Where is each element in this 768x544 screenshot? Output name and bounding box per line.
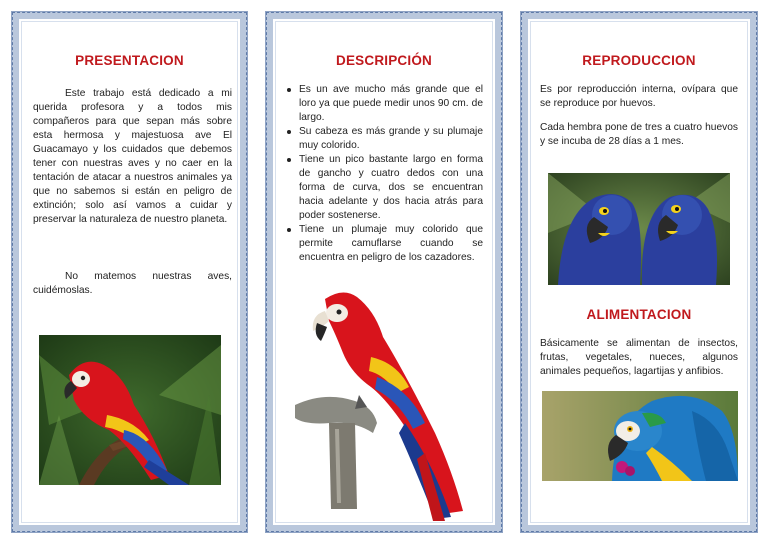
presentacion-paragraph: Este trabajo está dedicado a mi querida profesora y a todos mis compañeros para que sepan más sobre esta hermosa y majestuosa ave El Guacamayo y los cuidados que debemos tener con nuestras aves y no caer en la tentación de atacar a nuestros animales ya que no sabemos si están en peligro de extinción; solo así vamos a cuidar y preservar la naturaleza de nuestro planeta. xyxy=(33,88,232,225)
scarlet-macaw-perch-photo xyxy=(285,283,485,523)
blue-gold-macaw-eating-photo xyxy=(542,391,738,481)
list-item: Es un ave mucho más grande que el loro ya que puede medir unos 90 cm. de largo. xyxy=(285,83,483,125)
list-item: Tiene un pico bastante largo en forma de gancho y cuatro dedos con una forma de curva, dos se encuentran hacia adelante y dos hacia atrás para poder sostenerse. xyxy=(285,153,483,223)
list-item: Tiene un plumaje muy colorido que permite camuflarse cuando se encuentra en peligro de los cazadores. xyxy=(285,223,483,265)
descripcion-title: DESCRIPCIÓN xyxy=(336,53,432,68)
scarlet-macaw-branch-photo xyxy=(39,335,221,485)
panel-descripcion xyxy=(266,12,502,532)
descripcion-list xyxy=(285,83,483,265)
reproduccion-paragraph-2: Cada hembra pone de tres a cuatro huevos y se incuba de 28 días a 1 mes. xyxy=(540,122,738,147)
panel-presentacion xyxy=(12,12,247,532)
alimentacion-title: ALIMENTACION xyxy=(586,307,692,322)
panel-reproduccion xyxy=(521,12,757,532)
hyacinth-macaw-pair-photo xyxy=(548,173,730,285)
list-item: Su cabeza es más grande y su plumaje muy colorido. xyxy=(285,125,483,153)
reproduccion-paragraph-1: Es por reproducción interna, ovípara que se reproduce por huevos. xyxy=(540,84,738,109)
presentacion-closing: No matemos nuestras aves, cuidémoslas. xyxy=(33,271,232,296)
presentacion-title: PRESENTACION xyxy=(75,53,184,68)
reproduccion-title: REPRODUCCION xyxy=(582,53,696,68)
alimentacion-paragraph: Básicamente se alimentan de insectos, frutas, vegetales, nueces, algunos animales pequeños, lagartijas y anfibios. xyxy=(540,338,738,377)
